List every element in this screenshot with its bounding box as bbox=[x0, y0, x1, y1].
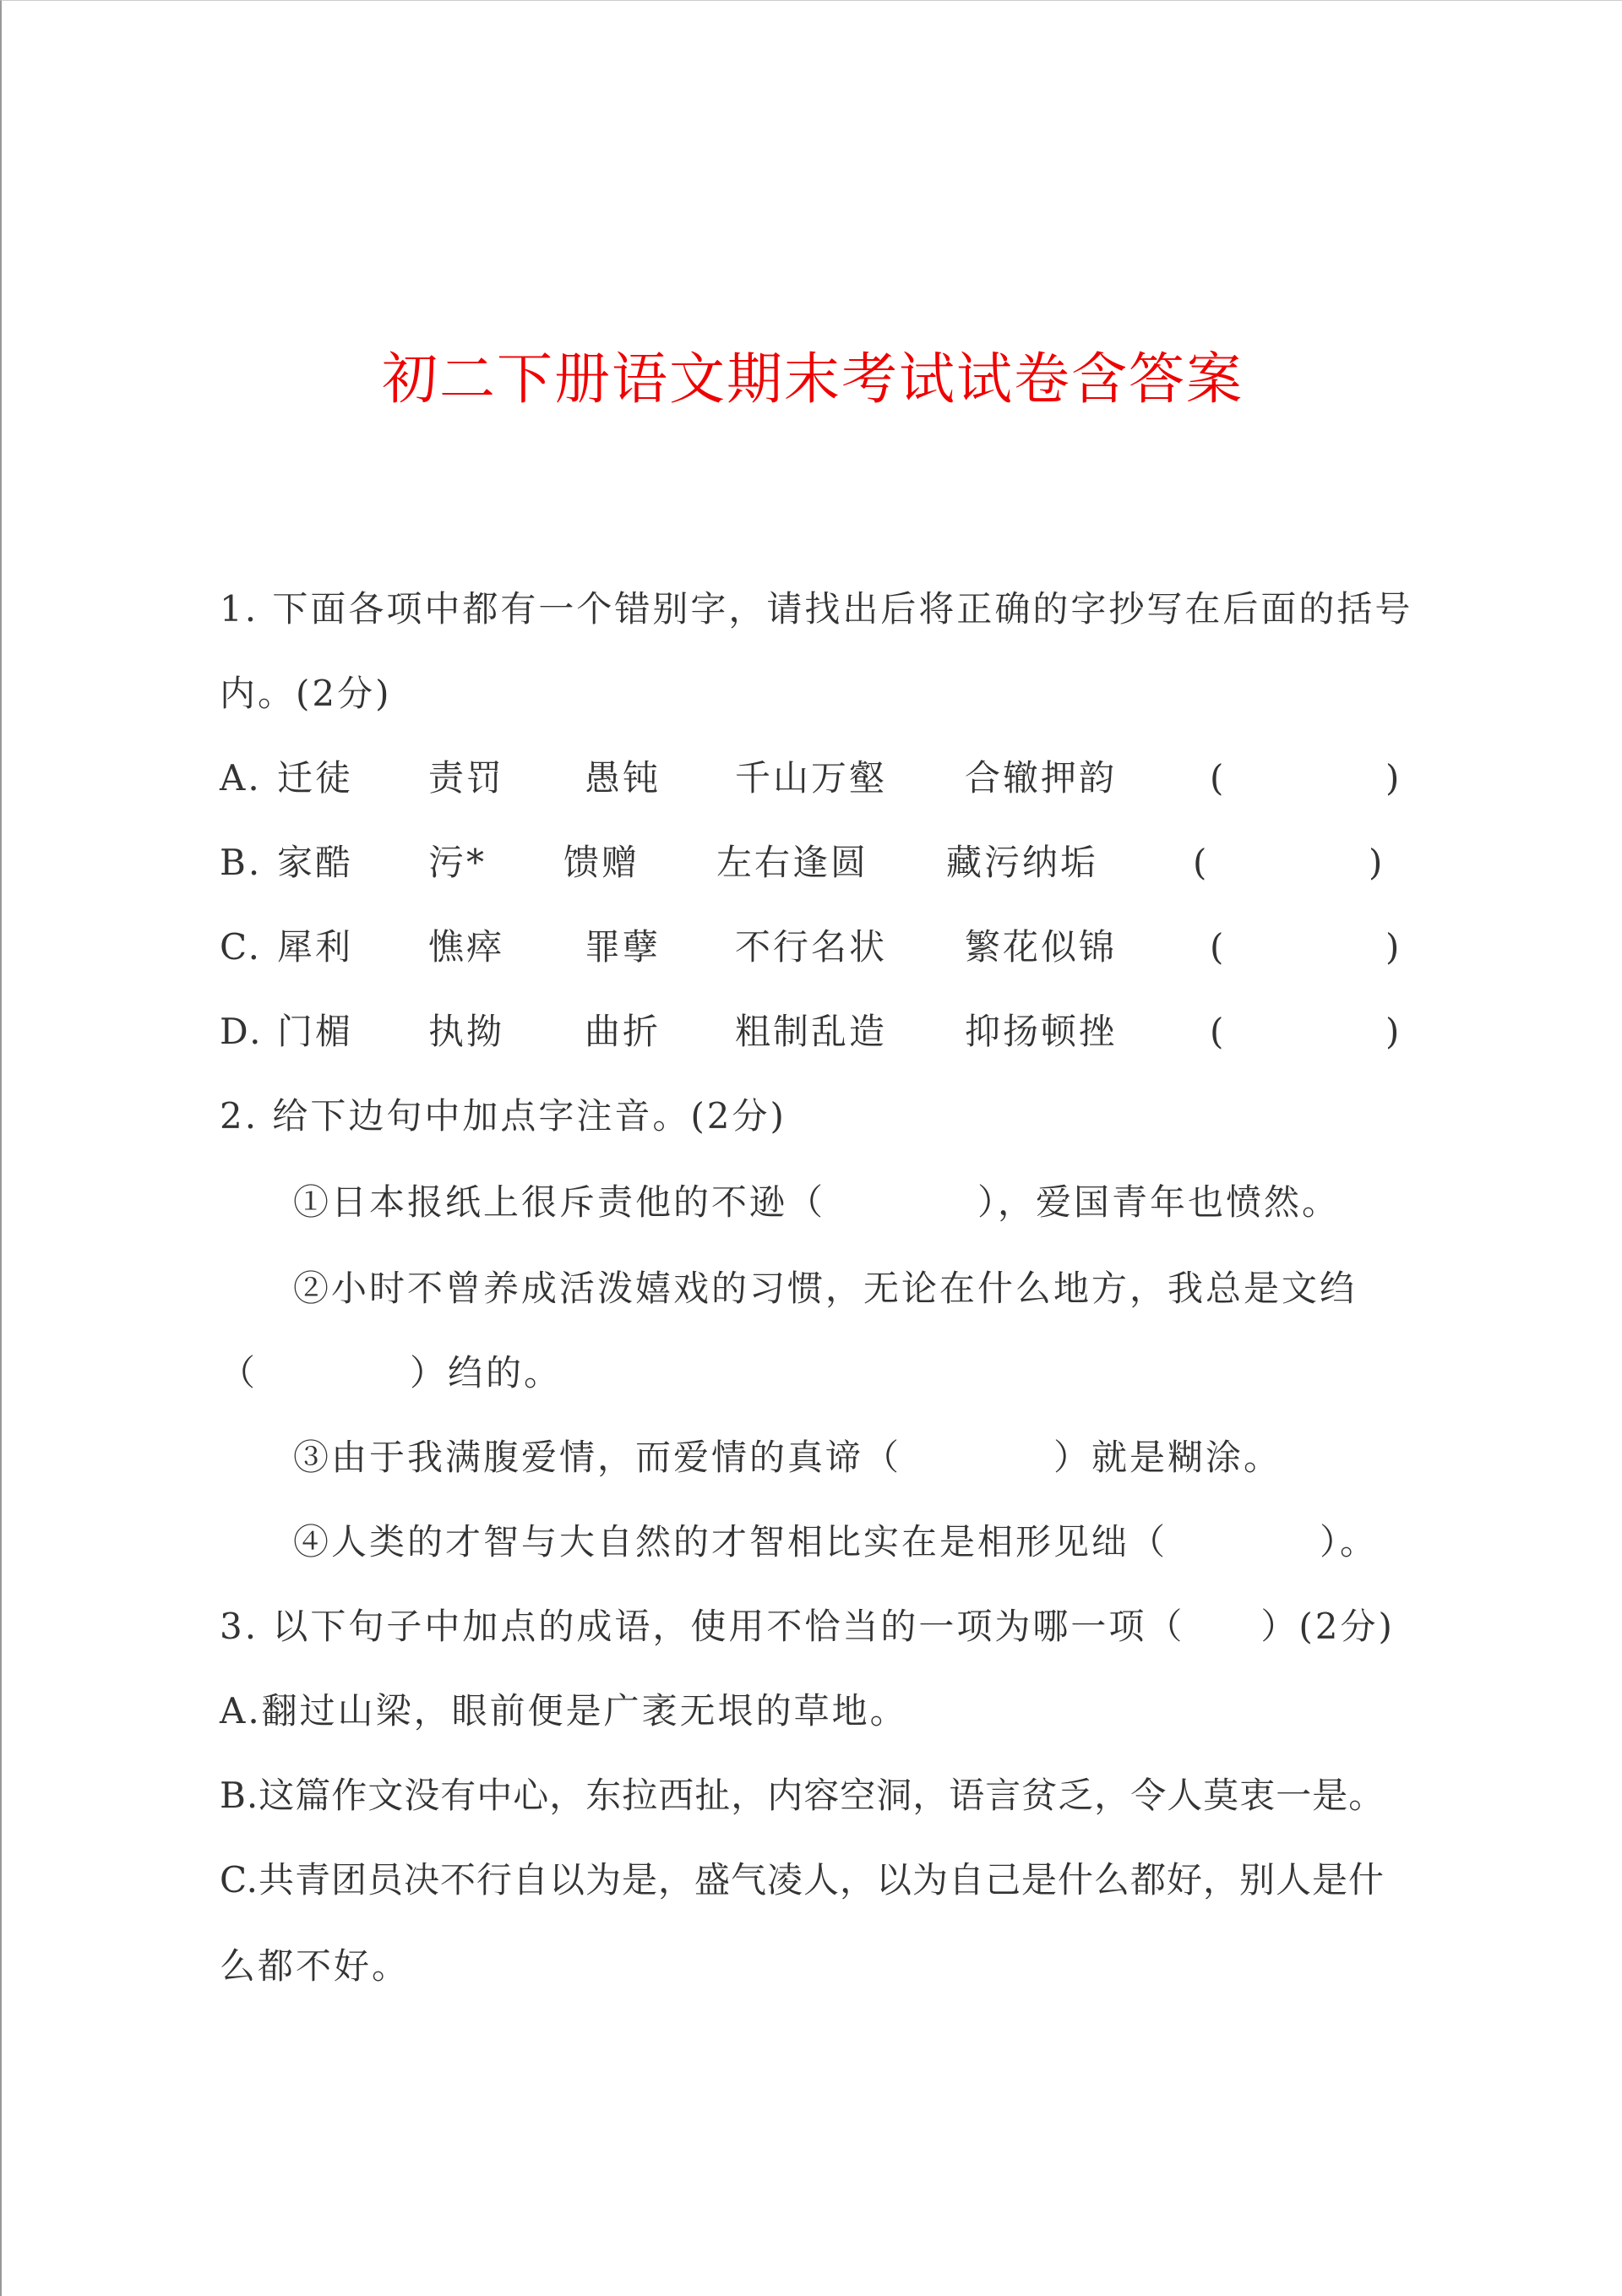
option-word: 藏污纳垢 bbox=[946, 842, 1099, 883]
answer-paren-close: ) bbox=[1385, 757, 1400, 799]
q2-sentence-2: ②小时不曾养成活泼嬉戏的习惯，无论在什么地方，我总是文绉 bbox=[293, 1268, 1358, 1309]
option-label: C. bbox=[220, 926, 262, 968]
q3-prompt: 3. 以下句子中加点的成语，使用不恰当的一项为哪一项（ ）(2分) bbox=[220, 1606, 1395, 1647]
option-word: 合辙押韵 bbox=[965, 757, 1118, 799]
option-word: 憔瘁 bbox=[428, 926, 505, 968]
q3-option-a: A.翻过山梁，眼前便是广袤无垠的草地。 bbox=[220, 1690, 908, 1732]
document-title: 初二下册语文期末考试试卷含答案 bbox=[382, 346, 1244, 412]
q3-option-b: B.这篇作文没有中心，东拉西扯，内容空洞，语言贫乏，令人莫衷一是。 bbox=[220, 1775, 1385, 1816]
option-word: 污* bbox=[428, 842, 487, 883]
option-word: 繁花似锦 bbox=[965, 926, 1118, 968]
option-word: 左右逢圆 bbox=[716, 842, 869, 883]
q1-prompt-line2: 内。(2分) bbox=[220, 673, 392, 714]
option-word: 抑扬顿挫 bbox=[965, 1011, 1118, 1052]
option-word: 曲折 bbox=[585, 1011, 661, 1052]
q3-option-c-cont: 么都不好。 bbox=[220, 1945, 411, 1987]
q2-sentence-4: ④人类的才智与大自然的才智相比实在是相形见绌（ ）。 bbox=[293, 1521, 1379, 1562]
option-word: 愚钝 bbox=[585, 757, 661, 799]
q2-sentence-3: ③由于我满腹爱情，而爱情的真谛（ ）就是糊涂。 bbox=[293, 1437, 1282, 1478]
option-word: 罪孽 bbox=[585, 926, 661, 968]
q1-prompt-line1: 1. 下面各项中都有一个错别字，请找出后将正确的字抄写在后面的括号 bbox=[220, 588, 1413, 630]
answer-paren-close: ) bbox=[1369, 842, 1383, 883]
answer-paren-open: ( bbox=[1193, 842, 1207, 883]
option-word: 家酷 bbox=[277, 842, 354, 883]
option-word: 执拗 bbox=[428, 1011, 505, 1052]
q2-prompt: 2. 给下边句中加点字注音。(2分) bbox=[220, 1095, 787, 1137]
option-word: 责罚 bbox=[428, 757, 505, 799]
q3-option-c: C.共青团员决不行自以为是，盛气凌人，以为自己是什么都好，别人是什 bbox=[220, 1859, 1385, 1901]
option-word: 门楣 bbox=[277, 1011, 354, 1052]
option-word: 馈赠 bbox=[563, 842, 640, 883]
option-word: 不行名状 bbox=[735, 926, 888, 968]
option-label: A. bbox=[220, 757, 262, 799]
answer-paren-open: ( bbox=[1210, 1011, 1224, 1052]
option-label: B. bbox=[220, 842, 263, 883]
answer-paren-close: ) bbox=[1385, 926, 1400, 968]
answer-paren-close: ) bbox=[1385, 1011, 1400, 1052]
answer-paren-open: ( bbox=[1210, 926, 1224, 968]
option-label: D. bbox=[220, 1011, 264, 1052]
option-word: 粗制乱造 bbox=[735, 1011, 888, 1052]
q2-sentence-1: ①日本报纸上很斥责他的不逊（ ），爱国青年也愤然。 bbox=[293, 1181, 1341, 1223]
q2-sentence-2-cont: （ ）绉的。 bbox=[220, 1352, 563, 1393]
answer-paren-open: ( bbox=[1210, 757, 1224, 799]
option-word: 犀利 bbox=[277, 926, 354, 968]
option-word: 迁徒 bbox=[277, 757, 354, 799]
option-word: 千山万壑 bbox=[735, 757, 888, 799]
